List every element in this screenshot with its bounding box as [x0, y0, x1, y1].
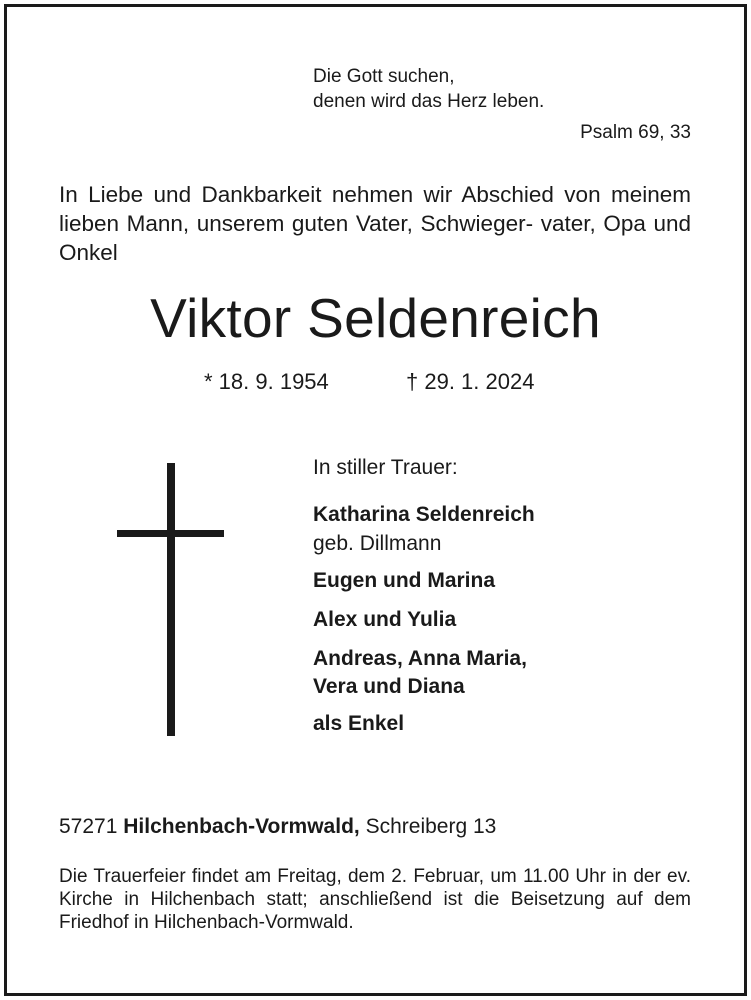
address	[59, 813, 496, 841]
funeral-line: Die Trauerfeier findet am Freitag, dem 2. Februar, um 11.00 Uhr	[59, 866, 607, 887]
mourner-group: als Enkel	[313, 712, 405, 735]
address-zip: 57271	[59, 815, 118, 838]
verse-line: denen wird das Herz leben.	[313, 91, 545, 112]
intro-line: vater, Opa und Onkel	[59, 211, 691, 265]
intro-line: In Liebe und Dankbarkeit nehmen wir Abschied von	[59, 182, 601, 207]
verse-reference: Psalm 69, 33	[580, 122, 691, 143]
mourner-maiden-name: geb. Dillmann	[313, 532, 442, 555]
funeral-line: in der ev. Kirche in Hilchenbach statt; anschließend ist die	[59, 866, 691, 910]
mourner-name: Katharina Seldenreich	[313, 503, 535, 526]
mourner-name: Vera und Diana	[313, 675, 465, 698]
birth-date: * 18. 9. 1954	[204, 369, 329, 394]
mourner-name: Andreas, Anna Maria,	[313, 647, 527, 670]
cross-icon	[167, 463, 175, 736]
address-street: Schreiberg 13	[365, 815, 497, 838]
intro-text	[59, 180, 691, 267]
death-date: † 29. 1. 2024	[406, 369, 535, 394]
verse-line: Die Gott suchen,	[313, 66, 455, 87]
funeral-info	[59, 865, 691, 934]
address-city: Hilchenbach-Vormwald,	[123, 815, 360, 838]
cross-icon-bar	[117, 530, 224, 537]
notice-border	[4, 4, 747, 996]
mourning-heading: In stiller Trauer:	[313, 456, 458, 479]
mourner-name: Eugen und Marina	[313, 569, 496, 592]
deceased-name: Viktor Seldenreich	[150, 287, 601, 349]
bible-verse	[313, 64, 544, 114]
mourner-name: Alex und Yulia	[313, 608, 457, 631]
intro-line: meinem lieben Mann, unserem guten Vater, Schwieger-	[59, 182, 691, 236]
funeral-line: Beisetzung auf dem Friedhof in Hilchenbach-Vormwald.	[59, 889, 691, 933]
